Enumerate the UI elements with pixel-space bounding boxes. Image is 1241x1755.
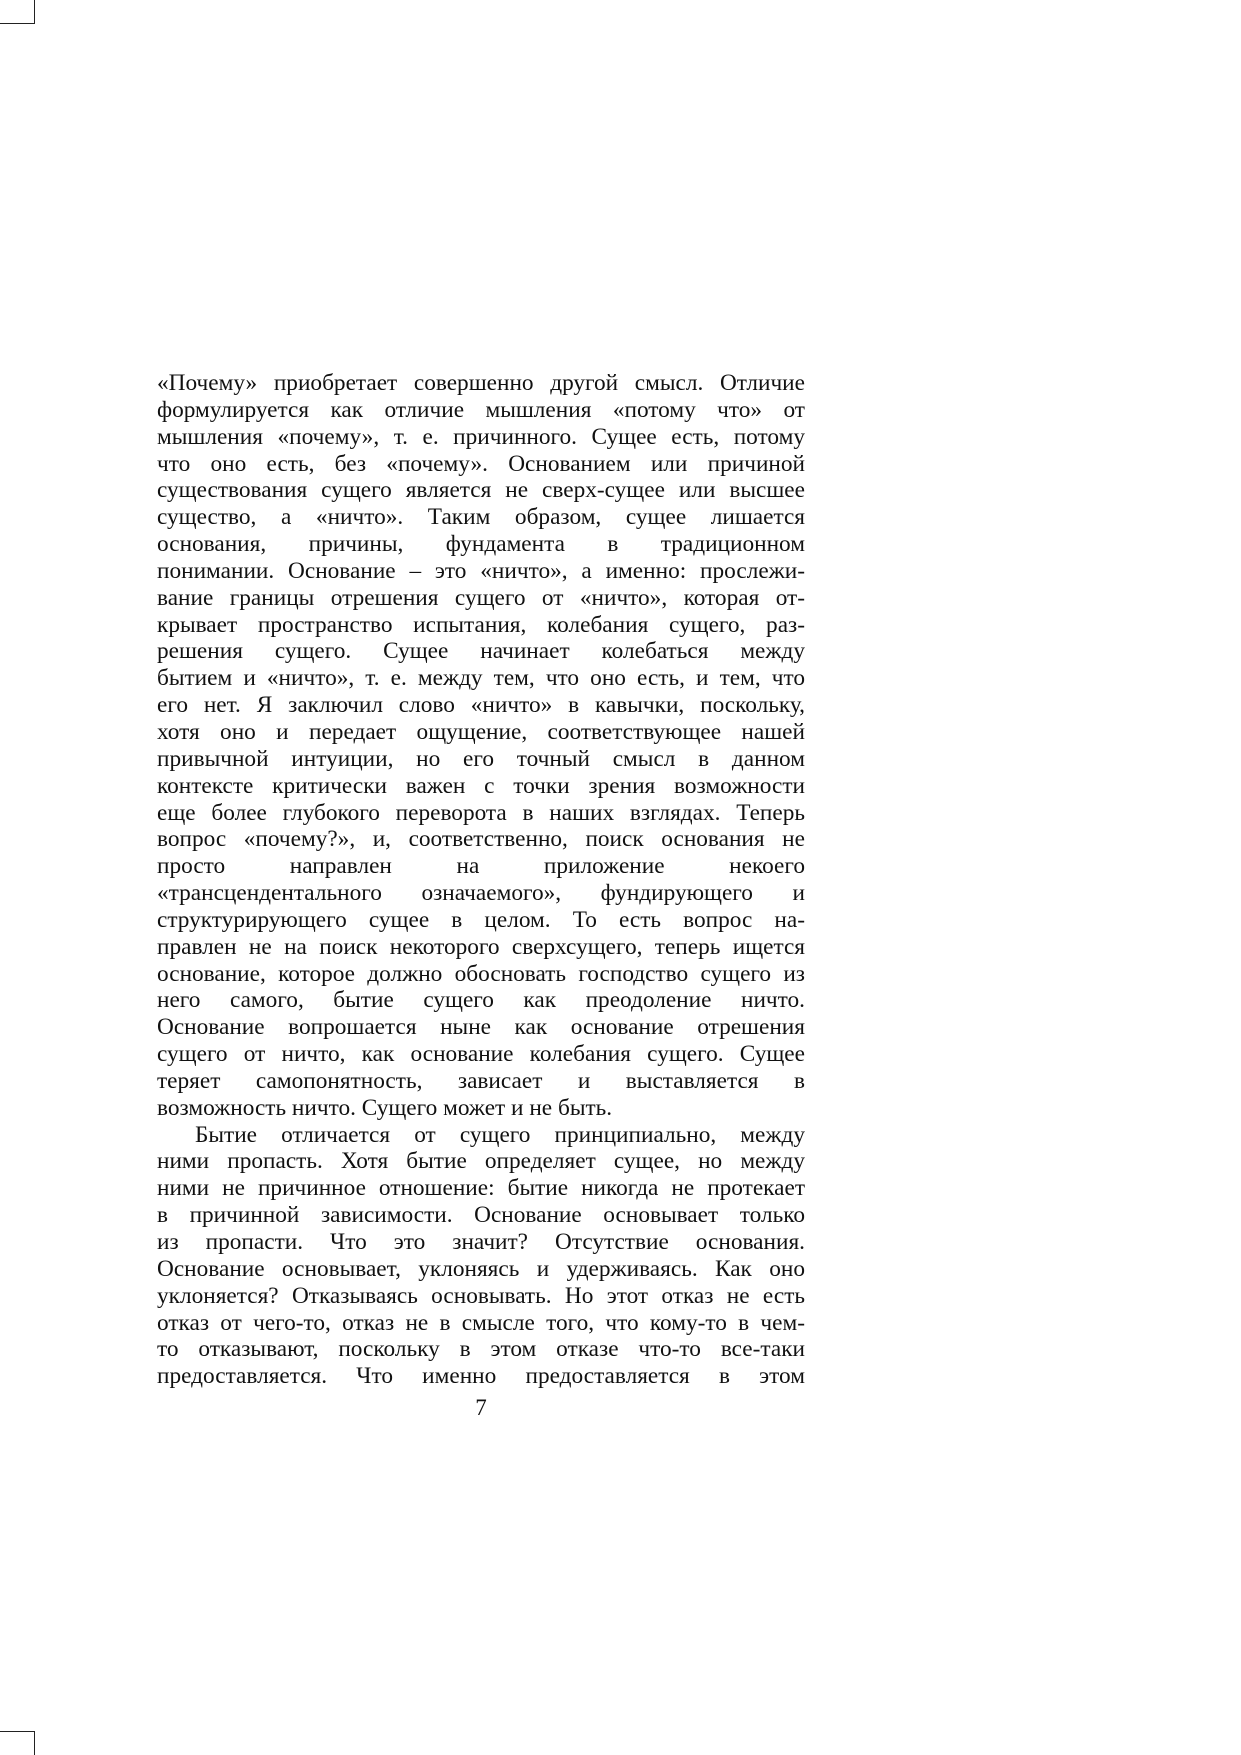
text-line: «Почему» приобретает совершенно другой смысл. Отличие [157, 370, 805, 396]
text-line: Основание вопрошается ныне как основание отрешения [157, 1014, 805, 1041]
text-line: крывает пространство испытания, колебания сущего, раз- [157, 611, 805, 638]
text-line: контексте критически важен с точки зрения возможности [157, 772, 805, 799]
text-line: Основание основывает, уклоняясь и удерживаясь. Как оно [157, 1255, 805, 1282]
crop-mark-top-vertical [34, 0, 35, 24]
text-line: существо, а «ничто». Таким образом, сущее лишается [157, 504, 805, 531]
text-line: что оно есть, без «почему». Основанием или причиной [157, 450, 805, 477]
crop-mark-top-horizontal [0, 23, 34, 24]
text-line: хотя оно и передает ощущение, соответствующее нашей [157, 718, 805, 745]
text-line: предоставляется. Что именно предоставляется в этом [157, 1363, 805, 1390]
page-number: 7 [475, 1395, 487, 1420]
text-line: Бытие отличается от сущего принципиально, между [195, 1121, 805, 1148]
text-line: «трансцендентального означаемого», фундирующего и [157, 880, 805, 907]
text-line: еще более глубокого переворота в наших взглядах. Теперь [157, 799, 805, 826]
text-line: ними пропасть. Хотя бытие определяет сущее, но между [157, 1148, 805, 1175]
text-line: правлен не на поиск некоторого сверхсущего, теперь ищется [157, 933, 805, 960]
text-line: мышления «почему», т. е. причинного. Сущее есть, потому [157, 423, 805, 450]
text-line: ними не причинное отношение: бытие никогда не протекает [157, 1175, 805, 1202]
text-line: в причинной зависимости. Основание основывает только [157, 1202, 805, 1229]
text-line: привычной интуиции, но его точный смысл в данном [157, 745, 805, 772]
text-line: вопрос «почему?», и, соответственно, поиск основания не [157, 826, 805, 853]
crop-mark-bottom-horizontal [0, 1731, 34, 1732]
text-line: основание, которое должно обосновать господство сущего из [157, 960, 805, 987]
text-line: отказ от чего-то, отказ не в смысле того, что кому-то в чем- [157, 1309, 805, 1336]
text-line: понимании. Основание – это «ничто», а именно: прослежи- [157, 557, 805, 584]
text-line: бытием и «ничто», т. е. между тем, что оно есть, и тем, что [157, 665, 805, 692]
crop-mark-bottom-vertical [34, 1731, 35, 1755]
text-line: то отказывают, поскольку в этом отказе что-то все-таки [157, 1336, 805, 1363]
text-line: уклоняется? Отказываясь основывать. Но этот отказ не есть [157, 1282, 805, 1309]
text-line: вание границы отрешения сущего от «ничто», которая от- [157, 584, 805, 611]
text-line: него самого, бытие сущего как преодоление ничто. [157, 987, 805, 1014]
body-text [157, 370, 805, 1390]
text-line: возможность ничто. Сущего может и не быть. [157, 1094, 613, 1121]
text-line: теряет самопонятность, зависает и выставляется в [157, 1067, 805, 1094]
text-line: основания, причины, фундамента в традиционном [157, 531, 805, 558]
text-line: сущего от ничто, как основание колебания сущего. Сущее [157, 1041, 805, 1068]
text-line: его нет. Я заключил слово «ничто» в кавычки, поскольку, [157, 692, 805, 719]
text-line: структурирующего сущее в целом. То есть вопрос на- [157, 906, 805, 933]
text-line: существования сущего является не сверх-сущее или высшее [157, 477, 805, 504]
text-line: просто направлен на приложение некоего [157, 853, 805, 880]
text-line: формулируется как отличие мышления «потому что» от [157, 396, 805, 423]
text-line: решения сущего. Сущее начинает колебаться между [157, 638, 805, 665]
text-line: из пропасти. Что это значит? Отсутствие основания. [157, 1229, 805, 1255]
